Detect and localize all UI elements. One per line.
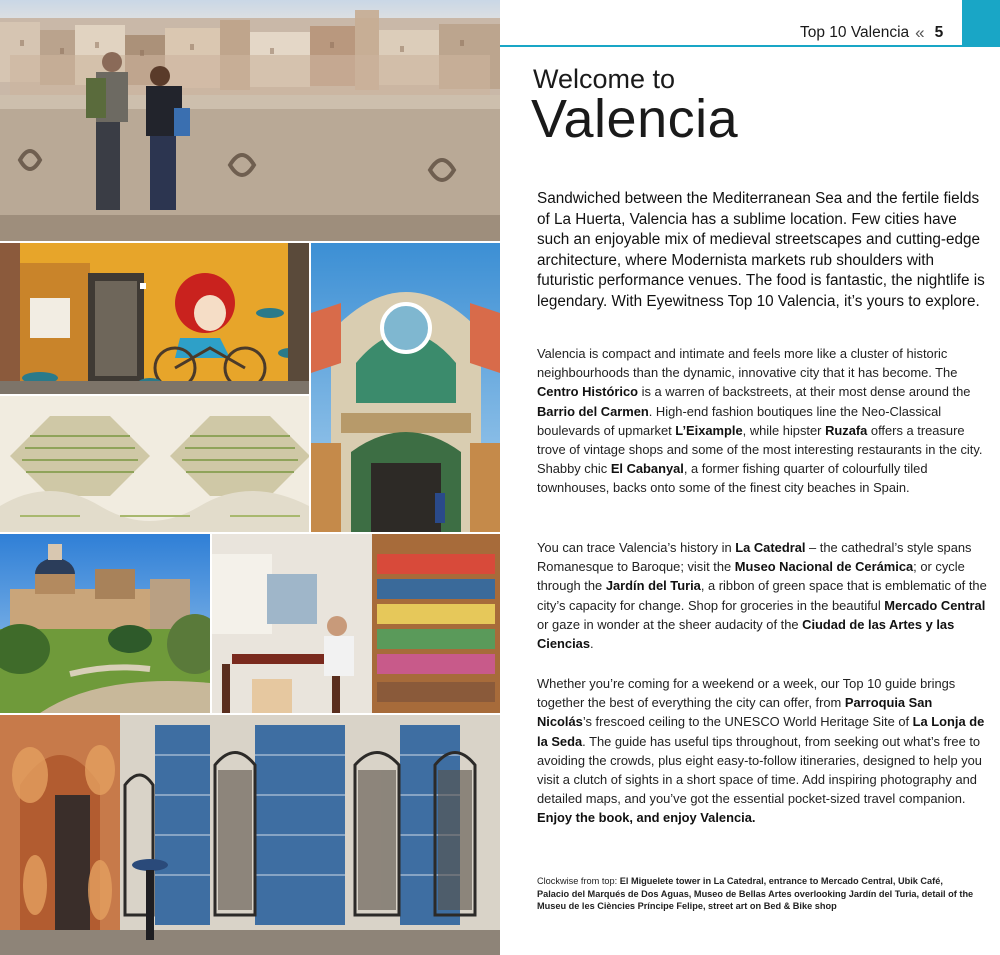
caption-lead: Clockwise from top: bbox=[537, 876, 620, 886]
photo-museu-ciencies bbox=[0, 396, 309, 532]
body-text-run: , while hipster bbox=[742, 422, 826, 438]
photo-ubik-cafe bbox=[212, 534, 500, 713]
photo-bellas-artes bbox=[0, 534, 210, 713]
body-text-run: ’s frescoed ceiling to the UNESCO World Heritage Site of bbox=[582, 714, 913, 730]
body-text-run: Valencia is compact and intimate and feels more like a cluster of historic neighbourhoods than the dynamic, innovative city that it has become. The bbox=[537, 346, 958, 381]
body-text-run: ; or cycle through the bbox=[537, 559, 965, 594]
body-paragraph-2 bbox=[537, 538, 989, 653]
body-text-run: . High-end fashion boutiques line the Neo-Classical boulevards of upmarket bbox=[537, 403, 942, 438]
highlighted-place-name: Barrio del Carmen bbox=[537, 403, 649, 419]
body-paragraph-1 bbox=[537, 344, 989, 498]
body-text-run: – the cathedral’s style spans Romanesque to Baroque; visit the bbox=[537, 540, 972, 575]
header-rule bbox=[500, 45, 1000, 47]
body-text-run: Whether you’re coming for a weekend or a week, our Top 10 guide brings together the best of everything the city can offer, from bbox=[537, 676, 956, 711]
highlighted-place-name: Jardín del Turia bbox=[605, 578, 701, 594]
highlighted-place-name: Parroquia San Nicolás bbox=[537, 695, 933, 730]
highlighted-place-name: Museo Nacional de Cerámica bbox=[734, 559, 914, 575]
highlighted-place-name: L’Eixample bbox=[675, 422, 743, 438]
photo-mercado-central bbox=[311, 243, 500, 532]
body-text-run: or gaze in wonder at the sheer audacity of the bbox=[537, 616, 803, 632]
photo-el-miguelete bbox=[0, 0, 500, 241]
body-text-run: , a ribbon of green space that is emblematic of the city’s capacity for change. Shop for groceries in the beautiful bbox=[537, 578, 987, 613]
header-tab bbox=[962, 0, 1000, 46]
highlighted-place-name: Ciudad de las Artes y las Ciencias bbox=[537, 616, 955, 652]
body-text-run: is a warren of backstreets, at their most dense around the bbox=[638, 384, 971, 400]
welcome-heading: Welcome to bbox=[533, 64, 676, 94]
double-chevron-icon: « bbox=[915, 23, 923, 42]
running-head bbox=[800, 22, 943, 44]
running-title: Top 10 Valencia bbox=[800, 24, 910, 41]
photo-street-art bbox=[0, 243, 309, 394]
highlighted-place-name: Ruzafa bbox=[825, 422, 868, 438]
body-text-run: . The guide has useful tips throughout, from seeking out what’s free to avoiding the crowds, plus eight easy-to-follow itineraries, designed to help you visit a clutch of sights in a short space of time. Add inspiring photography and detailed maps, and you’ve got the essential pocket-sized travel companion. bbox=[537, 733, 982, 807]
lead-paragraph: Sandwiched between the Mediterranean Sea and the fertile fields of La Huerta, Valencia has a sublime location. Few cities have such an enjoyable mix of medieval streetscapes and cutting-edge architecture, where Modernista markets rub shoulders with futuristic performance venues. The food is fantastic, the nightlife is legendary. With Eyewitness Top 10 Valencia, it’s yours to explore. bbox=[537, 190, 985, 310]
body-text-run: . bbox=[590, 636, 594, 652]
page-number: 5 bbox=[934, 24, 944, 41]
body-paragraph-3 bbox=[537, 674, 989, 828]
highlighted-place-name: La Catedral bbox=[735, 540, 806, 555]
highlighted-place-name: Enjoy the book, and enjoy Valencia. bbox=[537, 810, 756, 826]
caption-text: El Miguelete tower in La Catedral, entrance to Mercado Central, Ubik Café, Palacio del Marqués de Dos Aguas, Museo de Bellas Artes overlooking Jardín del Turia, detail of the Museu de les Ciències Príncipe Felipe, street art on Bed & Bike shop bbox=[537, 876, 974, 912]
highlighted-place-name: Mercado Central bbox=[884, 597, 986, 613]
body-text-run: offers a treasure trove of vintage shops and some of the most interesting restaurants in the city. Shabby chic bbox=[537, 422, 983, 477]
highlighted-place-name: El Cabanyal bbox=[610, 461, 684, 477]
highlighted-place-name: Centro Histórico bbox=[537, 384, 638, 400]
page-title: Valencia bbox=[531, 89, 739, 149]
photo-dos-aguas bbox=[0, 715, 500, 955]
photo-caption bbox=[537, 875, 977, 913]
body-text-run: , a former fishing quarter of colourfully tiled townhouses, backs onto some of the finest city beaches in Spain. bbox=[537, 461, 928, 496]
highlighted-place-name: La Lonja de la Seda bbox=[537, 714, 985, 749]
body-text-run: You can trace Valencia’s history in bbox=[537, 540, 736, 555]
